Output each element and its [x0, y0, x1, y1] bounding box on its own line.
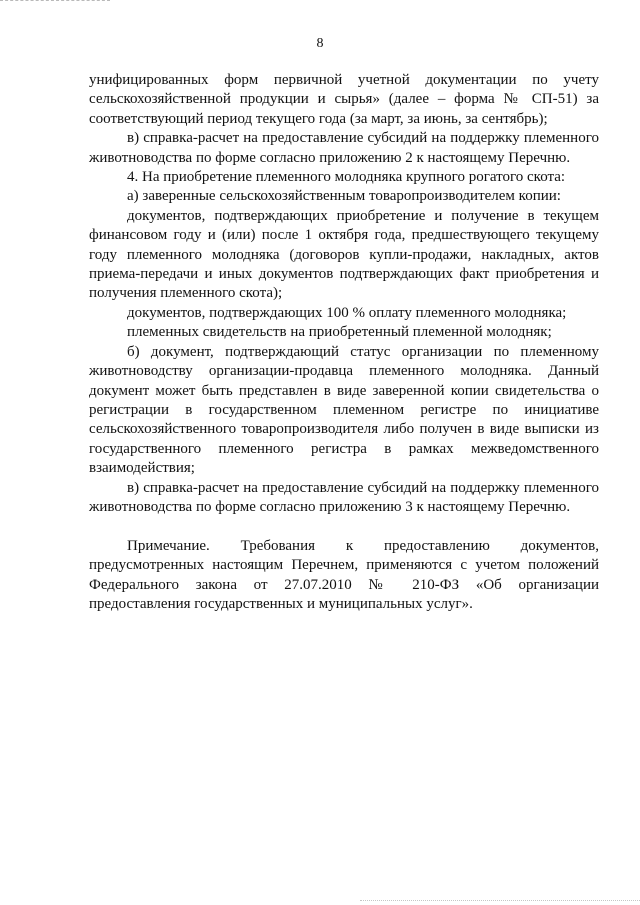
page-number: 8 — [316, 36, 324, 51]
paragraph-spacer — [89, 517, 599, 536]
note-paragraph: Примечание. Требования к предоставлению документов, предусмотренных настоящим Перечнем, применяются с учетом положений Федерального закона от 27.07.2010 № 210-ФЗ «Об организации предоставления государственных и муниципальных услуг». — [89, 537, 599, 612]
document-body — [89, 71, 599, 614]
paragraph-subitem-b-status: б) документ, подтверждающий статус организации по племенному животноводству организации-продавца племенного молодняка. Данный документ может быть представлен в виде заверенной копии свидетельства о регистрации в государственном племенном регистре по инициативе сельскохозяйственного товаропроизводителя либо получен в виде выписки из государственного племенного регистра в рамках межведомственного взаимодействия; — [89, 343, 599, 477]
paragraph-payment-documents: документов, подтверждающих 100 % оплату племенного молодняка; — [127, 304, 567, 321]
paragraph-purchase-documents: документов, подтверждающих приобретение и получение в текущем финансовом году и (или) после 1 октября года, предшествующего текущему году племенного молодняка (договоров купли-продажи, накладных, актов приема-передачи и иных документов подтверждающих факт приобретения и получения племенного скота); — [89, 207, 599, 302]
paragraph-calc-sheet-appendix-2: в) справка-расчет на предоставление субсидий на поддержку племенного животноводства по форме согласно приложению 2 к настоящему Перечню. — [89, 130, 599, 166]
scan-edge-top — [0, 0, 110, 3]
paragraph-subitem-a: а) заверенные сельскохозяйственным товаропроизводителем копии: — [127, 188, 561, 205]
paragraph-item-4-heading: 4. На приобретение племенного молодняка крупного рогатого скота: — [127, 169, 566, 186]
paragraph-breeding-certificates: племенных свидетельств на приобретенный племенной молодняк; — [127, 324, 552, 341]
scan-edge-bottom — [360, 900, 640, 903]
paragraph-calc-sheet-appendix-3: в) справка-расчет на предоставление субсидий на поддержку племенного животноводства по форме согласно приложению 3 к настоящему Перечню. — [89, 479, 599, 515]
paragraph-form-sp51-continuation: унифицированных форм первичной учетной документации по учету сельскохозяйственной продукции и сырья» (далее – форма № СП-51) за соответствующий период текущего года (за март, за июнь, за сентябрь); — [89, 72, 599, 127]
